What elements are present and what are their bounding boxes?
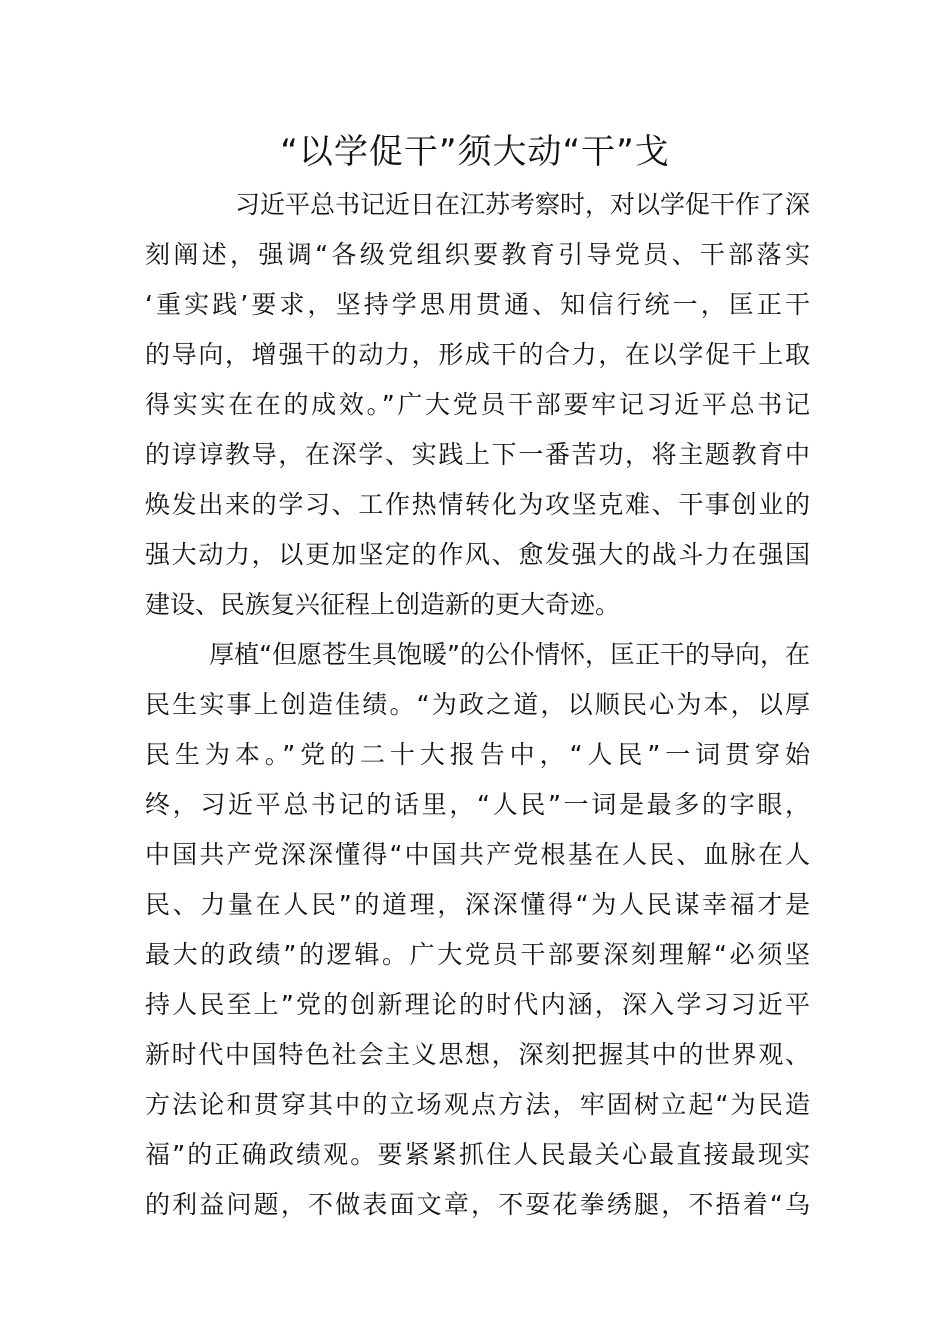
document-body (145, 180, 810, 1230)
body-line: 持人民至上”党的创新理论的时代内涵，深入学习习近平 (145, 990, 810, 1019)
body-line: 得实实在在的成效。”广大党员干部要牢记习近平总书记 (145, 390, 810, 419)
body-line: 新时代中国特色社会主义思想，深刻把握其中的世界观、 (145, 1040, 810, 1069)
body-line: 的导向，增强干的动力，形成干的合力，在以学促干上取 (145, 340, 810, 369)
body-line: 焕发出来的学习、工作热情转化为攻坚克难、干事创业的 (145, 490, 810, 519)
body-line: ‘重实践’要求，坚持学思用贯通、知信行统一，匡正干 (145, 290, 810, 319)
body-line: 福”的正确政绩观。要紧紧抓住人民最关心最直接最现实 (145, 1140, 810, 1169)
body-line: 终，习近平总书记的话里，“人民”一词是最多的字眼， (145, 790, 810, 819)
body-line: 民、力量在人民”的道理，深深懂得“为人民谋幸福才是 (145, 890, 810, 919)
body-line: 中国共产党深深懂得“中国共产党根基在人民、血脉在人 (145, 840, 810, 869)
body-line: 刻阐述，强调“各级党组织要教育引导党员、干部落实 (145, 240, 810, 269)
document-title: “以学促干”须大动“干”戈 (280, 132, 670, 172)
body-line: 建设、民族复兴征程上创造新的更大奇迹。 (145, 590, 621, 619)
body-line: 强大动力，以更加坚定的作风、愈发强大的战斗力在强国 (145, 540, 810, 569)
body-line: 习近平总书记近日在江苏考察时，对以学促干作了深 (171, 190, 810, 219)
body-line: 最大的政绩”的逻辑。广大党员干部要深刻理解“必须坚 (145, 940, 810, 969)
body-line: 厚植“但愿苍生具饱暖”的公仆情怀，匡正干的导向，在 (193, 640, 810, 669)
body-line: 民生为本。”党的二十大报告中，“人民”一词贯穿始 (145, 740, 810, 769)
body-line: 的谆谆教导，在深学、实践上下一番苦功，将主题教育中 (145, 440, 810, 469)
body-line: 方法论和贯穿其中的立场观点方法，牢固树立起“为民造 (145, 1090, 810, 1119)
body-line: 民生实事上创造佳绩。“为政之道，以顺民心为本，以厚 (145, 690, 810, 719)
body-line: 的利益问题，不做表面文章，不耍花拳绣腿，不捂着“乌 (145, 1190, 810, 1219)
